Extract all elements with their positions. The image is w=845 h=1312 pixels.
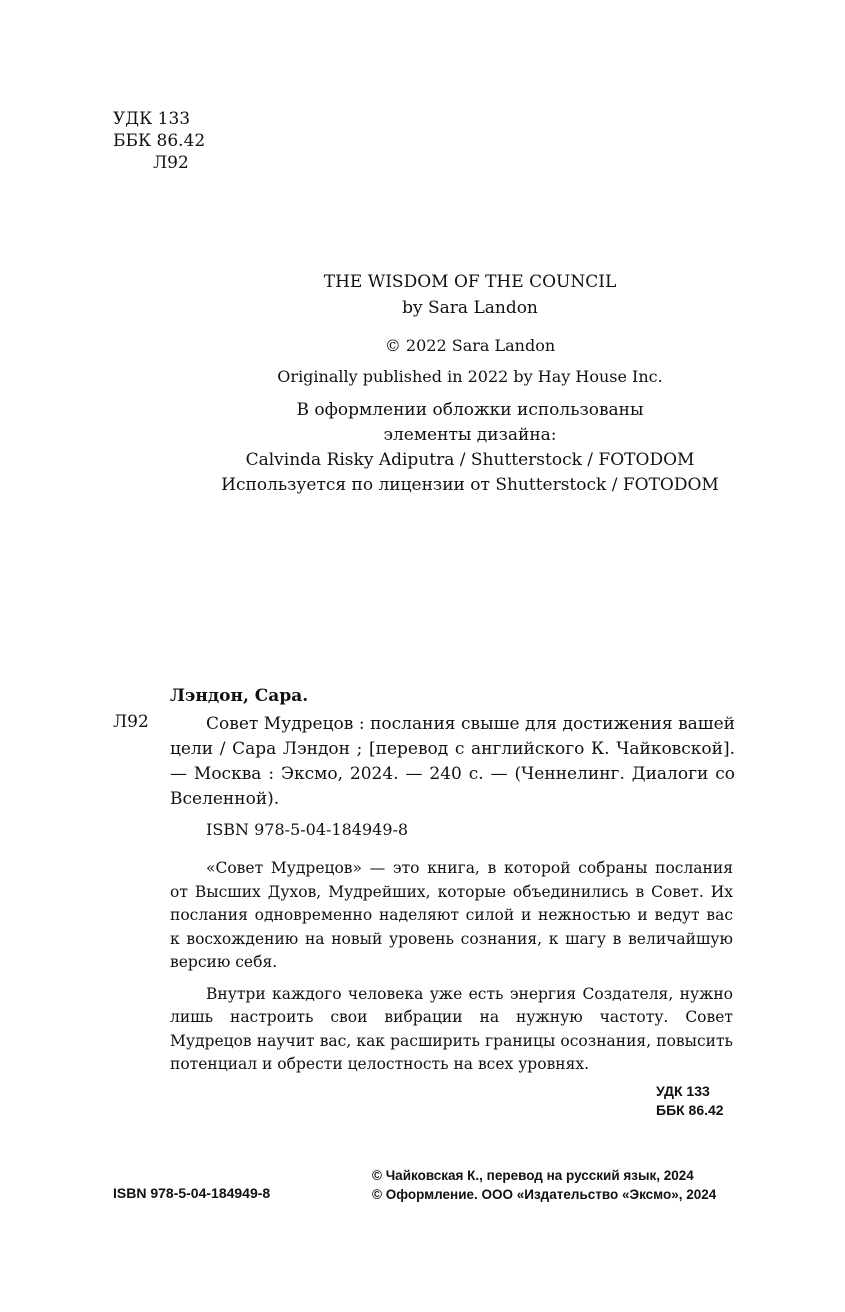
cover-credit-line: Calvinda Risky Adiputra / Shutterstock / FOTODOM [245,450,695,470]
cover-design-credits [120,398,820,498]
author-sign: Л92 [153,153,189,173]
udk-code: УДК 133 [113,109,191,129]
original-title: THE WISDOM OF THE COUNCIL [323,272,617,292]
footer-udk: УДК 133 [656,1083,710,1099]
footer-isbn: ISBN 978-5-04-184949-8 [113,1185,271,1201]
copyright-line: © Чайковская К., перевод на русский язык, 2024 [372,1168,694,1183]
bibliographic-author-sign: Л92 [113,712,149,732]
annotation [170,857,733,1085]
original-copyright: © 2022 Sara Landon [384,336,556,355]
footer-bbk: ББК 86.42 [656,1102,724,1118]
annotation-paragraph: «Совет Мудрецов» — это книга, в которой собраны послания от Высших Духов, Мудрейших, которые объединились в Совет. Их послания одновременно наделяют силой и нежностью и ведут вас к восхождению на новый уровень сознания, к шагу в величайшую версию себя. [170,859,733,971]
cover-credit-line: элементы дизайна: [383,425,557,445]
classification-codes [113,108,205,174]
copyright-block [372,1166,716,1204]
cover-credit-line: Используется по лицензии от Shutterstock / FOTODOM [221,475,719,495]
author-heading: Лэндон, Сара. [170,686,309,706]
copyright-line: © Оформление. ООО «Издательство «Эксмо», 2024 [372,1187,717,1202]
footer-classification [656,1082,724,1120]
bbk-code: ББК 86.42 [113,131,206,151]
original-publication: Originally published in 2022 by Hay House Inc. [277,367,663,386]
cover-credit-line: В оформлении обложки использованы [296,400,644,420]
bibliographic-description [170,712,735,812]
annotation-paragraph: Внутри каждого человека уже есть энергия Создателя, нужно лишь настроить свои вибрации на нужную частоту. Совет Мудрецов научит вас, как расширить границы осознания, повысить потенциал и обрести целостность на всех уровнях. [170,984,733,1073]
original-author: by Sara Landon [402,298,538,318]
description-text: Совет Мудрецов : послания свыше для достижения вашей цели / Сара Лэндон ; [перевод с английского К. Чайковской]. — Москва : Эксмо, 2024. — 240 с. — (Ченнелинг. Диалоги со Вселенной). [170,714,735,809]
isbn-line: ISBN 978-5-04-184949-8 [206,820,409,839]
